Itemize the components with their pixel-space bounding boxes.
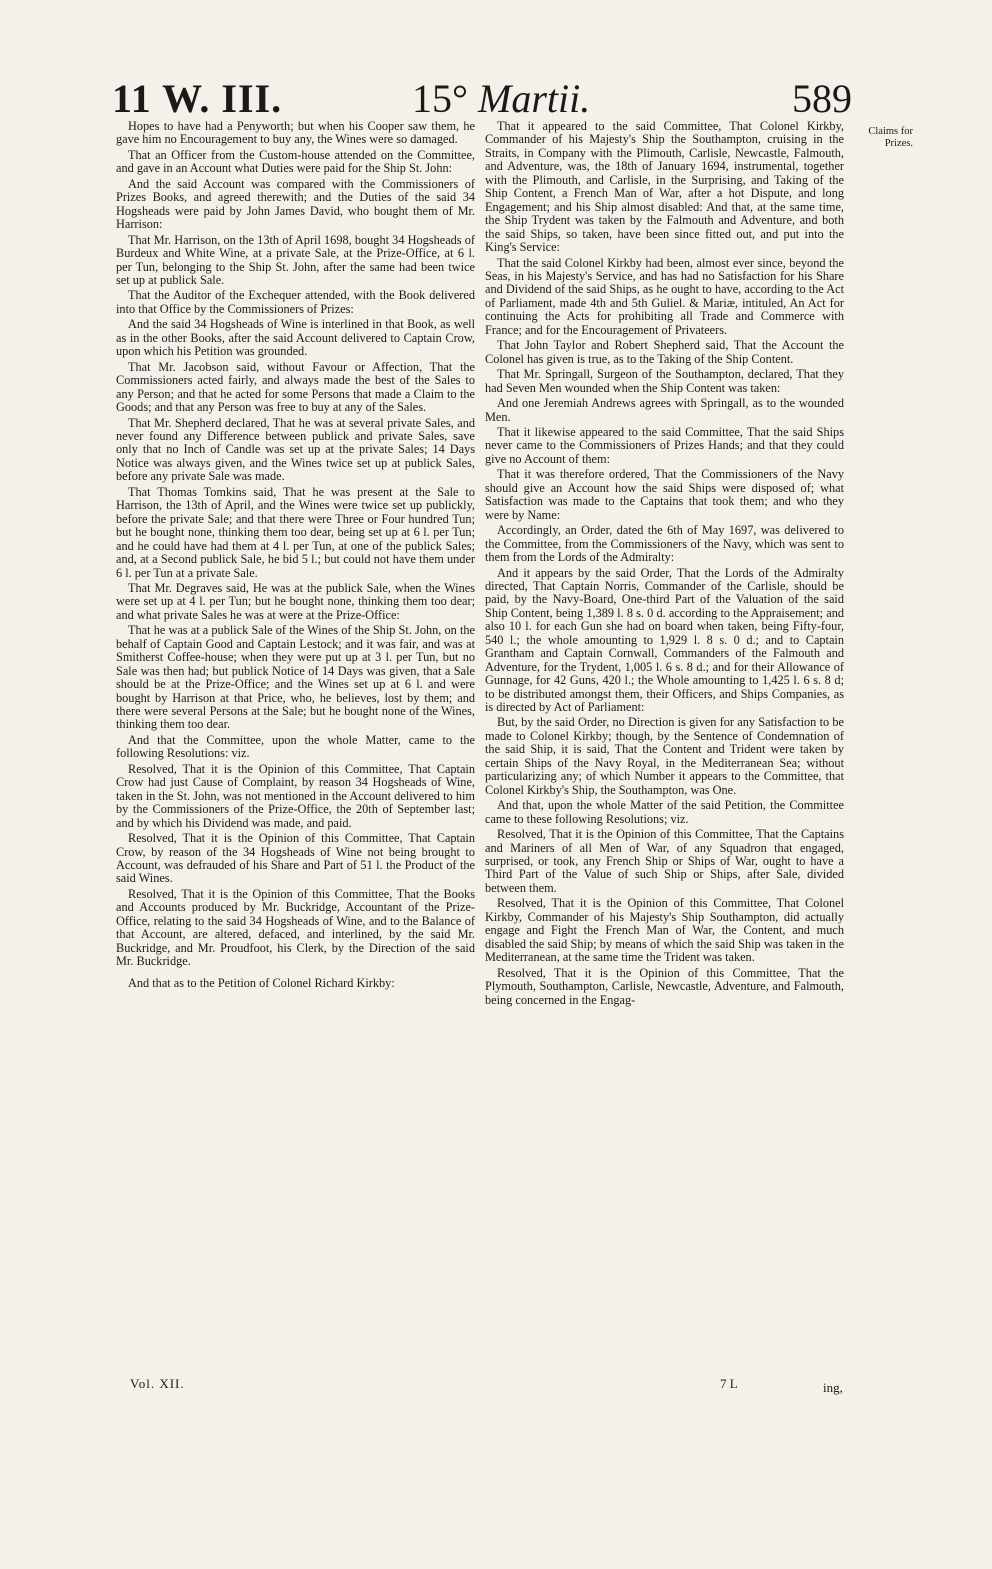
paragraph: And one Jeremiah Andrews agrees with Springall, as to the wounded Men.	[485, 396, 844, 424]
paragraph: That Mr. Degraves said, He was at the publick Sale, when the Wines were set up at 4 l. per Tun; but he bought none, thinking them too dear; and what private Sales he was at were at the Prize-Office:	[116, 580, 475, 622]
paragraph: That it likewise appeared to the said Committee, That the said Ships never came to the Commissioners of Prizes Hands; and that they could give no Account of them:	[485, 424, 844, 466]
paragraph: But, by the said Order, no Direction is given for any Satisfaction to be made to Colonel Kirkby; though, by the Sentence of Condemnation of the said Ship, it is said, That the Content and Trident were taken by certain Ships of the Navy Royal, in the Mediterranean Sea; without particularizing any; of which Number it appears to the Committee, that Colonel Kirkby's Ship, the Southampton, was One.	[485, 715, 844, 797]
paragraph: That Thomas Tomkins said, That he was present at the Sale to Harrison, the 13th of April, and the Wines were twice set up publickly, before the private Sale; and that there were Three or Four hundred Tun; but he bought none, thinking them too dear, being set up at 6 l. per Tun; and he could have had them at 4 l. per Tun, at one of the publick Sales; and, at a Second publick Sale, he bid 5 l.; but could not have them under 6 l. per Tun at a private Sale.	[116, 484, 475, 580]
right-column	[485, 120, 844, 1370]
volume-label: Vol. XII.	[130, 1376, 185, 1391]
paragraph: And the said 34 Hogsheads of Wine is interlined in that Book, as well as in the other Books, after the said Account delivered to Captain Crow, upon which his Petition was grounded.	[116, 317, 475, 359]
paragraph: Resolved, That it is the Opinion of this Committee, That Captain Crow, by reason of the 34 Hogsheads of Wine not being brought to Account, was defrauded of his Share and Part of 51 l. the Product of the said Wines.	[116, 831, 475, 886]
left-column	[116, 120, 475, 1370]
paragraph: Resolved, That it is the Opinion of this Committee, That Colonel Kirkby, Commander of his Majesty's Ship Southampton, did actually engage and Fight the French Man of War, the Content, and much disabled the said Ship; by means of which the said Ship was taken in the Mediterranean, at the same time the Trident was taken.	[485, 896, 844, 965]
paragraph: And that as to the Petition of Colonel Richard Kirkby:	[128, 975, 395, 990]
paragraph: That he was at a publick Sale of the Wines of the Ship St. John, on the behalf of Captain Good and Captain Lestock; and it was fair, and was at Smitherst Coffee-house; when they were put up at 3 l. per Tun, but no Sale was then had; but publick Notice of 14 Days was given, that a Sale should be at the Prize-Office; and the Wines set up at 6 l. and were bought by Harrison at that Price, who, he believes, lost by them; and there were several Persons at the Sale; but he bought none of the Wines, thinking them too dear.	[116, 623, 475, 732]
header-regnal-year: 11 W. III.	[112, 76, 283, 121]
signature-mark: 7 L	[720, 1376, 738, 1391]
paragraph: Resolved, That it is the Opinion of this Committee, That the Plymouth, Southampton, Carlisle, Newcastle, Adventure, and Falmouth, being concerned in the Engag-	[485, 965, 844, 1007]
paragraph: Resolved, That it is the Opinion of this Committee, That the Books and Accounts produced by Mr. Buckridge, Accountant of the Prize-Office, relating to the said 34 Hogsheads of Wine, and to the Balance of that Account, are altered, defaced, and interlined, by the said Mr. Buckridge, and Mr. Proudfoot, his Clerk, by the Direction of the said Mr. Buckridge.	[116, 886, 475, 969]
paragraph: That it was therefore ordered, That the Commissioners of the Navy should give an Account how the said Ships were disposed of; what Satisfaction was made to the Captains that took them; and who they were by Name:	[485, 467, 844, 522]
paragraph: And the said Account was compared with the Commissioners of Prizes Books, and agreed therewith; and the Duties of the said 34 Hogsheads were paid by John James David, who bought them of Mr. Harrison:	[116, 176, 475, 232]
paragraph: That Mr. Harrison, on the 13th of April 1698, bought 34 Hogsheads of Burdeux and White Wine, at a private Sale, at the Prize-Office, at 6 l. per Tun, belonging to the Ship St. John, after the same had been twice set up at publick Sale.	[116, 232, 475, 287]
paragraph: And that, upon the whole Matter of the said Petition, the Committee came to these following Resolutions; viz.	[485, 798, 844, 826]
page-number: 589	[792, 76, 852, 121]
catchword: ing,	[823, 1380, 843, 1395]
paragraph: That the Auditor of the Exchequer attended, with the Book delivered into that Office by the Commissioners of Prizes:	[116, 288, 475, 316]
paragraph: And that the Committee, upon the whole Matter, came to the following Resolutions: viz.	[116, 732, 475, 761]
paragraph: And it appears by the said Order, That the Lords of the Admiralty directed, That Captain Norris, Commander of the Carlisle, should be paid, by the Navy-Board, One-third Part of the Valuation of the said Ship Content, being 1,389 l. 8 s. 0 d. according to the Appraisement; and also 10 l. for each Gun she had on board when taken, being Fifty-four, 540 l.; the whole amounting to 1,929 l. 8 s. 0 d.; and to Captain Grantham and Captain Cornwall, Commanders of the Falmouth and Adventure, for the Trydent, 1,005 l. 6 s. 8 d.; and for their Allowance of Gunnage, for 42 Guns, 420 l.; the Whole amounting to 1,425 l. 6 s. 8 d; to be distributed amongst them, their Officers, and Ships Companies, as is directed by Act of Parliament:	[485, 565, 844, 715]
header-date: 15° Martii.	[412, 76, 591, 121]
running-header	[112, 74, 852, 124]
paragraph: That it appeared to the said Committee, That Colonel Kirkby, Commander of his Majesty's Ship the Southampton, cruising in the Straits, in Company with the Plimouth, Carlisle, Newcastle, Falmouth, and Adventure, was, the 18th of January 1694, instrumental, together with the Plimouth, and Carlisle, in the Surprising, and Taking of the Ship Content, a French Man of War, after a hot Dispute, and long Engagement; and his Ship almost disabled: And that, at the same time, the Ship Trydent was taken by the Falmouth and Adventure, and both the said Ships, so taken, have been since fitted out, and put into the King's Service:	[485, 120, 844, 255]
paragraph: That an Officer from the Custom-house attended on the Committee, and gave in an Account what Duties were paid for the Ship St. John:	[116, 147, 475, 176]
paragraph: That Mr. Jacobson said, without Favour or Affection, That the Commissioners acted fairly, and always made the best of the Sales to any Person; and that he acted for some Persons that made a Claim to the Goods; and that any Person was free to buy at any of the Sales.	[116, 359, 475, 415]
margin-note: Claims for Prizes.	[868, 126, 913, 149]
paragraph: Resolved, That it is the Opinion of this Committee, That the Captains and Mariners of all Men of War, of any Squadron that engaged, surprised, or took, any French Ship or Ships of War, ought to have a Third Part of the Value of such Ship or Ships, after Sale, divided between them.	[485, 827, 844, 895]
paragraph: That Mr. Shepherd declared, That he was at several private Sales, and never found any Difference between publick and private Sales, save only that no Inch of Candle was set up at the private Sales; 14 Days Notice was always given, and the Wines twice set up at publick Sales, before any private Sale was made.	[116, 415, 475, 484]
paragraph: Hopes to have had a Penyworth; but when his Cooper saw them, he gave him no Encouragement to buy any, the Wines were so damaged.	[116, 120, 475, 147]
paragraph: That the said Colonel Kirkby had been, almost ever since, beyond the Seas, in his Majesty's Service, and has had no Satisfaction for his Share and Dividend of the said Ships, as he ought to have, according to the Act of Parliament, made 4th and 5th Guliel. & Mariæ, intituled, An Act for continuing the Acts for prohibiting all Trade and Commerce with France; and for the Encouragement of Privateers.	[485, 255, 844, 337]
paragraph: That Mr. Springall, Surgeon of the Southampton, declared, That they had Seven Men wounded when the Ship Content was taken:	[485, 367, 844, 395]
paragraph: Accordingly, an Order, dated the 6th of May 1697, was delivered to the Committee, from the Commissioners of the Navy, which was sent to them from the Lords of the Admiralty:	[485, 523, 844, 565]
paragraph: Resolved, That it is the Opinion of this Committee, That Captain Crow had just Cause of Complaint, by reason 34 Hogsheads of Wine, taken in the St. John, was not mentioned in the Account delivered to him by the Commissioners of the Prize-Office, the 20th of September last; and by which his Dividend was made, and paid.	[116, 761, 475, 830]
paragraph: That John Taylor and Robert Shepherd said, That the Account the Colonel has given is true, as to the Taking of the Ship Content.	[485, 338, 844, 366]
